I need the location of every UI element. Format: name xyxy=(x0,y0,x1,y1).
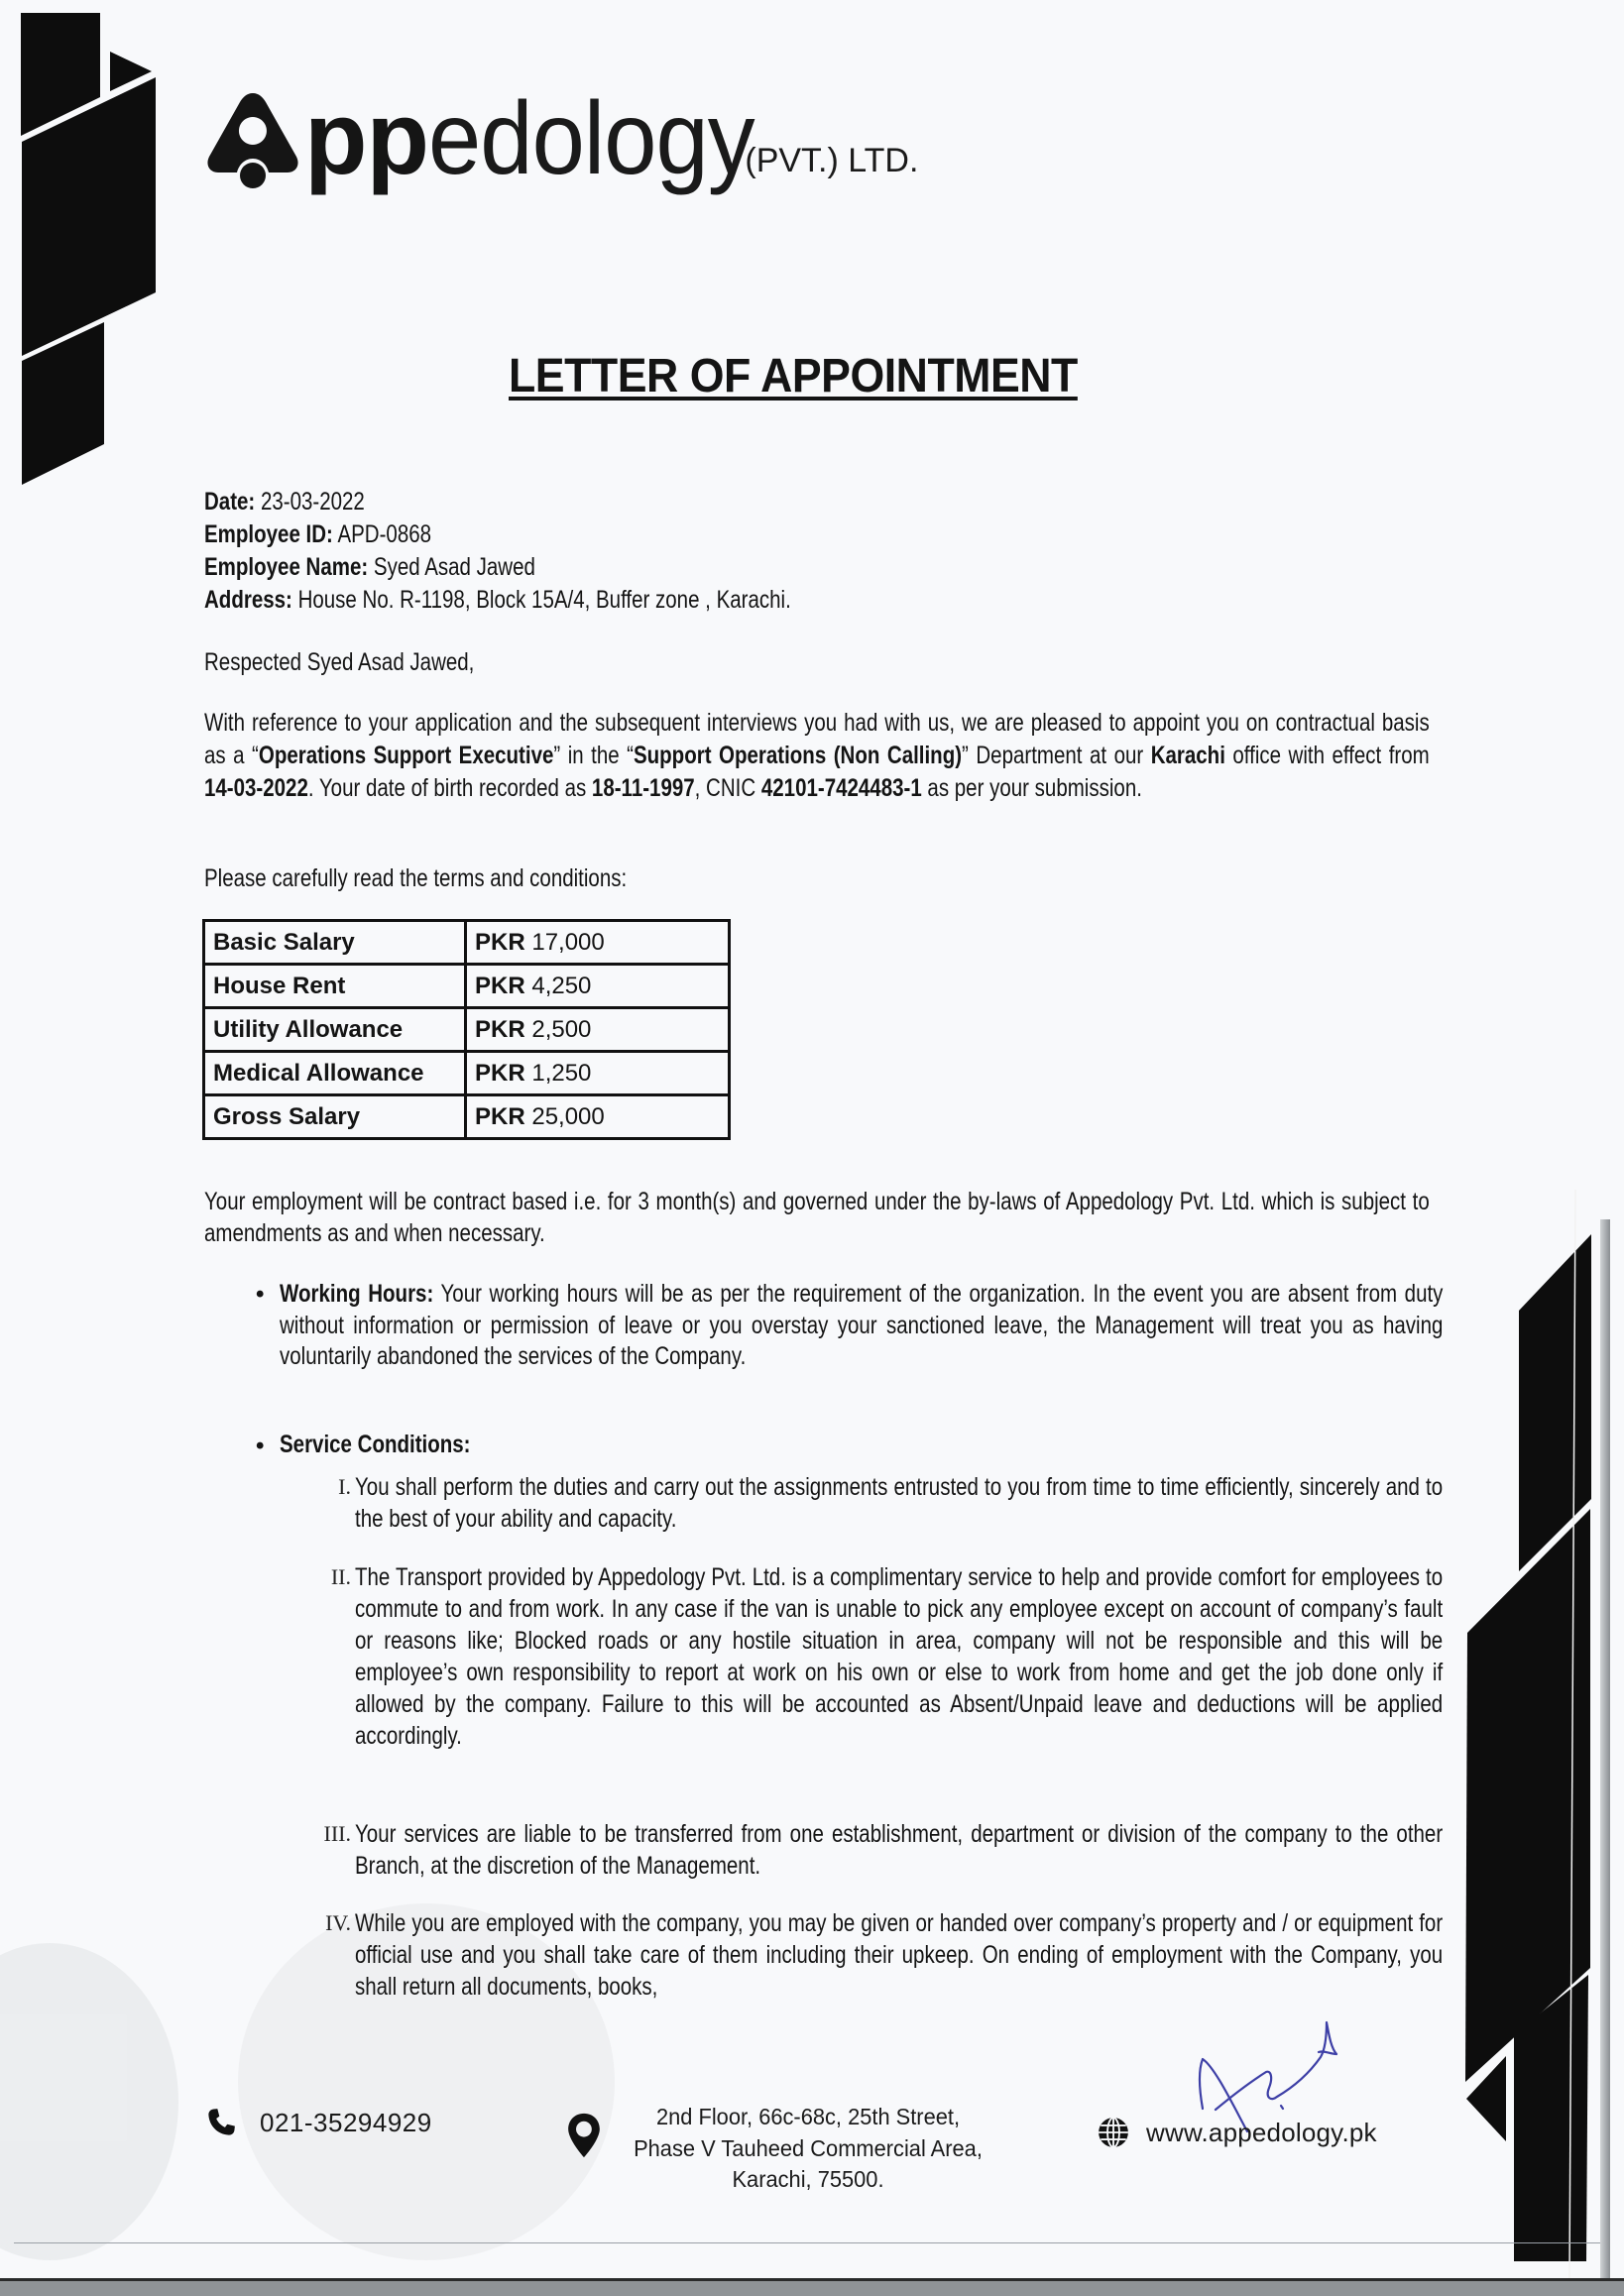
position-title: Operations Support Executive xyxy=(258,742,554,769)
employee-name-value: Syed Asad Jawed xyxy=(373,553,535,581)
right-lower-bar xyxy=(1514,1975,1588,2261)
salary-component-label: Gross Salary xyxy=(204,1095,466,1139)
currency-label: PKR xyxy=(475,1102,525,1130)
salary-component-amount xyxy=(466,1008,730,1052)
phone-icon xyxy=(204,2106,238,2139)
page-title: LETTER OF APPOINTMENT xyxy=(509,350,1078,402)
intro-text: ” Department at our xyxy=(962,742,1151,769)
salary-component-amount xyxy=(466,1095,730,1139)
right-main-band xyxy=(1465,1509,1590,2082)
address-line-2: Phase V Tauheed Commercial Area, xyxy=(634,2134,983,2161)
date-row xyxy=(204,486,1017,518)
salary-component-amount xyxy=(466,965,730,1008)
employee-id-label: Employee ID: xyxy=(204,520,333,548)
footer-website xyxy=(1097,2116,1377,2149)
left-lower-bar xyxy=(22,322,104,485)
left-main-band xyxy=(22,77,156,356)
working-hours-heading: Working Hours: xyxy=(280,1280,434,1308)
address-line-1: 2nd Floor, 66c-68c, 25th Street, xyxy=(655,2104,961,2129)
location-pin-icon xyxy=(565,2112,603,2159)
effective-date: 14-03-2022 xyxy=(204,774,308,802)
date-label: Date: xyxy=(204,488,256,516)
appedology-logo-mark-icon xyxy=(203,87,302,190)
scan-edge-bottom xyxy=(0,2278,1624,2296)
left-top-bar xyxy=(21,13,100,136)
amount-value: 17,000 xyxy=(531,928,605,956)
greeting: Respected Syed Asad Jawed, xyxy=(204,648,475,676)
footer-phone xyxy=(204,2106,432,2139)
company-logo xyxy=(203,81,919,196)
bullet-icon: • xyxy=(256,1281,265,1308)
amount-value: 2,500 xyxy=(531,1015,592,1043)
logo-wordmark xyxy=(304,81,782,196)
salary-row xyxy=(204,1095,730,1139)
bullet-icon: • xyxy=(256,1433,265,1459)
salary-component-label: Basic Salary xyxy=(204,921,466,965)
date-value: 23-03-2022 xyxy=(260,488,365,516)
service-condition-text: You shall perform the duties and carry out the assignments entrusted to you from time to time efficiently, sincerely and to the best of your ability and capacity. xyxy=(355,1473,1444,1533)
logo-suffix: (PVT.) LTD. xyxy=(745,142,919,179)
date-of-birth: 18-11-1997 xyxy=(591,774,695,802)
employee-name-row xyxy=(204,551,1017,584)
page-edge-line xyxy=(14,2242,1600,2243)
salary-row xyxy=(204,1052,730,1095)
intro-text: as per your submission. xyxy=(921,774,1142,802)
service-conditions-heading: Service Conditions: xyxy=(280,1431,471,1458)
employee-details xyxy=(204,486,1017,617)
intro-text: ” in the “ xyxy=(553,742,634,769)
right-triangle xyxy=(1466,2056,1506,2141)
address-text xyxy=(625,2102,992,2196)
employment-terms: Your employment will be contract based i.e. for 3 month(s) and governed under the by-laws of Appedology Pvt. Ltd. which is subject to amendments as and when necessary. xyxy=(204,1188,1430,1247)
employee-id-row xyxy=(204,518,1017,551)
right-upper-bar xyxy=(1519,1234,1591,1571)
scan-edge-right xyxy=(1600,1219,1610,2280)
currency-label: PKR xyxy=(475,972,525,999)
salary-table xyxy=(202,919,731,1140)
salary-component-amount xyxy=(466,1052,730,1095)
salary-component-label: Medical Allowance xyxy=(204,1052,466,1095)
working-hours-body: Your working hours will be as per the requirement of the organization. In the event you are absent from duty without information or permission of leave or you overstay your sanctioned leave, the Management will treat you as having voluntarily abandoned the services of the Company. xyxy=(280,1280,1444,1370)
website-link[interactable]: www.appedology.pk xyxy=(1146,2117,1377,2147)
intro-text: With reference to your application and the subsequent interviews you had with us, we are pleased to appoint you on contractual basis as a “ xyxy=(204,709,1430,769)
amount-value: 4,250 xyxy=(531,972,592,999)
service-condition-text: Your services are liable to be transferred from one establishment, department or division of the company to the other Branch, at the discretion of the Management. xyxy=(355,1820,1444,1880)
salary-component-label: House Rent xyxy=(204,965,466,1008)
amount-value: 1,250 xyxy=(531,1059,592,1087)
intro-text: . Your date of birth recorded as xyxy=(307,774,592,802)
office-city: Karachi xyxy=(1150,742,1225,769)
currency-label: PKR xyxy=(475,1059,525,1087)
employee-id-value: APD-0868 xyxy=(337,520,432,548)
left-triangle xyxy=(110,52,152,91)
currency-label: PKR xyxy=(475,1015,525,1043)
department-name: Support Operations (Non Calling) xyxy=(633,742,963,769)
logo-bold-part: pp xyxy=(304,81,429,196)
salary-row xyxy=(204,921,730,965)
watermark-circle xyxy=(0,1943,178,2260)
employee-name-label: Employee Name: xyxy=(204,553,369,581)
service-condition-text: The Transport provided by Appedology Pvt. Ltd. is a complimentary service to help and provide comfort for employees to commute to and from work. In any case if the van is unable to pick any employee except on account of company’s fault or reasons like; Blocked roads or any hostile situation in area, company will not be responsible and this will be employee’s own responsibility to report at work on his own or else to work from home and get the job done only if allowed by the company. Failure to this will be accounted as Absent/Unpaid leave and deductions will be applied accordingly. xyxy=(355,1563,1444,1750)
intro-text: office with effect from xyxy=(1224,742,1430,769)
phone-number: 021-35294929 xyxy=(260,2107,432,2137)
logo-light-part: edology xyxy=(428,81,754,196)
terms-intro: Please carefully read the terms and conditions: xyxy=(204,864,628,892)
service-condition-text: While you are employed with the company, you may be given or handed over company’s property and / or equipment for official use and you shall take care of them including their upkeep. On ending of employment with the Company, you shall return all documents, books, xyxy=(355,1909,1444,2001)
salary-row xyxy=(204,1008,730,1052)
intro-text: , CNIC xyxy=(694,774,761,802)
salary-component-label: Utility Allowance xyxy=(204,1008,466,1052)
address-value: House No. R-1198, Block 15A/4, Buffer zone , Karachi. xyxy=(297,586,791,614)
address-label: Address: xyxy=(204,586,292,614)
roman-numeral: IV. xyxy=(325,1910,351,1935)
working-hours-text xyxy=(280,1279,1443,1373)
intro-paragraph xyxy=(204,707,1430,805)
cnic-number: 42101-7424483-1 xyxy=(760,774,922,802)
roman-numeral: III. xyxy=(323,1821,351,1846)
roman-numeral: I. xyxy=(338,1474,351,1499)
salary-component-amount xyxy=(466,921,730,965)
currency-label: PKR xyxy=(475,928,525,956)
address-row xyxy=(204,584,1017,617)
amount-value: 25,000 xyxy=(531,1102,605,1130)
address-line-3: Karachi, 75500. xyxy=(732,2166,884,2192)
globe-icon xyxy=(1097,2116,1130,2149)
salary-row xyxy=(204,965,730,1008)
roman-numeral: II. xyxy=(330,1564,351,1589)
